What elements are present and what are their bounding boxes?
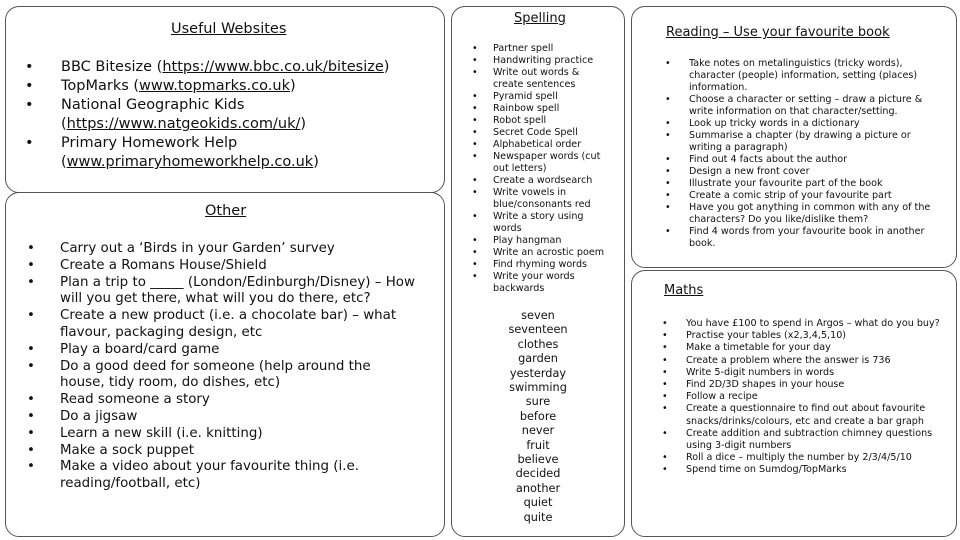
list-item: • You have £100 to spend in Argos – what do you buy? <box>660 318 940 330</box>
natgeo-kids-link[interactable]: https://www.natgeokids.com/uk/ <box>66 116 301 132</box>
list-item: • Learn a new skill (i.e. knitting) <box>25 426 415 443</box>
list-item: • Play hangman <box>470 235 612 247</box>
list-item: • Take notes on metalinguistics (tricky words), character (people) information, setting (places) information. <box>663 58 945 94</box>
spelling-word: yesterday <box>509 366 567 380</box>
spelling-word: clothes <box>517 337 559 351</box>
list-item: • Do a jigsaw <box>25 409 415 426</box>
list-item: • Newspaper words (cut out letters) <box>470 151 612 175</box>
list-item: • Follow a recipe <box>660 391 940 403</box>
spelling-word: seventeen <box>508 323 568 337</box>
list-item: • Read someone a story <box>25 392 415 409</box>
list-item: • Write a story using words <box>470 211 612 235</box>
list-item: • Do a good deed for someone (help around the house, tidy room, do dishes, etc) <box>25 359 415 393</box>
list-item: • Find rhyming words <box>470 259 612 271</box>
list-item: • Handwriting practice <box>470 55 612 67</box>
spelling-word: another <box>515 481 561 495</box>
spelling-word: seven <box>521 309 555 322</box>
reading-heading: Reading – Use your favourite book <box>666 25 890 40</box>
list-item: • Create a problem where the answer is 736 <box>660 355 940 367</box>
primary-homework-help-link[interactable]: www.primaryhomeworkhelp.co.uk <box>66 154 314 170</box>
other-list <box>25 241 415 493</box>
maths-activities-list <box>660 318 940 477</box>
website-item-natgeo: • National Geographic Kids (https://www.natgeokids.com/uk/) <box>25 96 430 134</box>
list-item: • Create a wordsearch <box>470 175 612 187</box>
list-item: • Roll a dice – multiply the number by 2/3/4/5/10 <box>660 452 940 464</box>
topmarks-link[interactable]: www.topmarks.co.uk <box>139 78 290 94</box>
list-item: • Make a timetable for your day <box>660 342 940 354</box>
list-item: • Write vowels in blue/consonants red <box>470 187 612 211</box>
list-item: • Create a new product (i.e. a chocolate bar) – what flavour, packaging design, etc <box>25 308 415 342</box>
spelling-word: garden <box>518 352 558 366</box>
list-item: • Play a board/card game <box>25 342 415 359</box>
list-item: • Look up tricky words in a dictionary <box>663 118 945 130</box>
spelling-word: quiet <box>523 496 553 510</box>
list-item: • Secret Code Spell <box>470 127 612 139</box>
list-item: • Write your words backwards <box>470 271 612 295</box>
list-item: • Find 2D/3D shapes in your house <box>660 379 940 391</box>
list-item: • Robot spell <box>470 115 612 127</box>
list-item: • Have you got anything in common with any of the characters? Do you like/dislike them? <box>663 202 945 226</box>
list-item: • Illustrate your favourite part of the book <box>663 178 945 190</box>
spelling-word: quite <box>523 510 553 524</box>
websites-heading: Useful Websites <box>171 21 287 37</box>
list-item: • Create a comic strip of your favourite part <box>663 190 945 202</box>
bbc-bitesize-link[interactable]: https://www.bbc.co.uk/bitesize <box>162 59 384 75</box>
spelling-word-list <box>451 309 625 525</box>
spelling-heading: Spelling <box>514 11 566 26</box>
spelling-word: sure <box>525 395 551 409</box>
list-item: • Pyramid spell <box>470 91 612 103</box>
maths-heading: Maths <box>664 283 704 298</box>
website-item-bbc: • BBC Bitesize (https://www.bbc.co.uk/bitesize) <box>25 58 430 77</box>
list-item: • Write out words & create sentences <box>470 67 612 91</box>
list-item: • Plan a trip to _____ (London/Edinburgh/Disney) – How will you get there, what will you do there, etc? <box>25 275 415 309</box>
list-item: • Spend time on Sumdog/TopMarks <box>660 464 940 476</box>
other-heading: Other <box>205 203 247 219</box>
list-item: • Write an acrostic poem <box>470 247 612 259</box>
list-item: • Write 5-digit numbers in words <box>660 367 940 379</box>
spelling-word: decided <box>515 467 561 481</box>
list-item: • Design a new front cover <box>663 166 945 178</box>
reading-activities-list <box>663 58 945 250</box>
list-item: • Alphabetical order <box>470 139 612 151</box>
list-item: • Find 4 words from your favourite book in another book. <box>663 226 945 250</box>
spelling-word: never <box>521 424 555 438</box>
list-item: • Find out 4 facts about the author <box>663 154 945 166</box>
list-item: • Rainbow spell <box>470 103 612 115</box>
list-item: • Carry out a ‘Birds in your Garden’ survey <box>25 241 415 258</box>
list-item: • Make a sock puppet <box>25 443 415 460</box>
spelling-word: fruit <box>526 438 550 452</box>
list-item: • Choose a character or setting – draw a picture & write information on that character/setting. <box>663 94 945 118</box>
website-item-topmarks: • TopMarks (www.topmarks.co.uk) <box>25 77 430 96</box>
list-item: • Create a questionnaire to find out about favourite snacks/drinks/colours, etc and create a bar graph <box>660 403 940 427</box>
spelling-word: swimming <box>509 381 567 395</box>
websites-list <box>25 58 430 172</box>
spelling-activities-list <box>470 43 612 295</box>
website-item-homework-help: • Primary Homework Help (www.primaryhomeworkhelp.co.uk) <box>25 134 430 172</box>
list-item: • Create addition and subtraction chimney questions using 3-digit numbers <box>660 428 940 452</box>
list-item: • Summarise a chapter (by drawing a picture or writing a paragraph) <box>663 130 945 154</box>
spelling-word: before <box>519 409 557 423</box>
spelling-word: believe <box>517 453 559 467</box>
list-item: • Create a Romans House/Shield <box>25 258 415 275</box>
list-item: • Make a video about your favourite thing (i.e. reading/football, etc) <box>25 459 415 493</box>
list-item: • Practise your tables (x2,3,4,5,10) <box>660 330 940 342</box>
list-item: • Partner spell <box>470 43 612 55</box>
